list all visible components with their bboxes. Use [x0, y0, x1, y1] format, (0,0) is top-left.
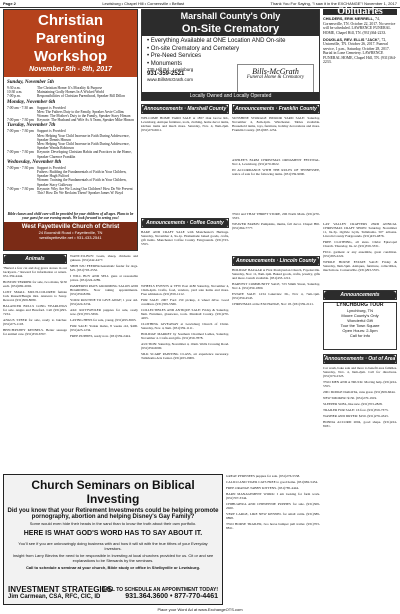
logo-sub: Funeral Home & Crematory: [246, 75, 305, 80]
classified-item: FOR SALE: 2007 Ford 150 pickup, 4 wheel drive. Good condition. (931)359-5566.: [141, 298, 229, 306]
workshop-schedule: [4, 77, 137, 197]
church-name: West Fayetteville Church of Christ: [21, 224, 120, 230]
announcements-header-marshall: [141, 104, 229, 114]
classified-item: BEECH/PUPPY KENNELS. Better sausage for animal care. (931)359-6767.: [3, 328, 67, 336]
lynchburg-title: LYNCHBURG TOUR: [336, 302, 384, 308]
workshop-title-3: Workshop: [33, 48, 108, 65]
classified-item: ASHLEE'S FARM CHRISTMAS ORNAMENT FESTIVAL. Nov 4, Lewisburg. (931)270-0022.: [232, 158, 320, 166]
announcements-header-lynchburg: [323, 290, 397, 300]
session-day: Tuesday, November 7th: [7, 123, 56, 129]
crematory-item: • Pre-Need Services: [147, 53, 202, 59]
obituary-entry: [323, 38, 397, 64]
page-footer: Place your Word Ad at www.ExchangeOTS.com: [157, 607, 243, 612]
session-row: [7, 178, 134, 186]
far-right-column: [323, 366, 397, 606]
session-row: [7, 142, 134, 150]
workshop-dates: November 5th - 8th, 2017: [29, 66, 112, 73]
lynchburg-line: Moore County's Only: [341, 313, 379, 318]
lynchburg-line: Tour the Town Square: [340, 323, 380, 328]
session-text: Keynote: The Husband and Wife As A Team, Speaker Mike Hinson: [37, 118, 134, 123]
announcements-banner: Announcements · Marshall County: [143, 106, 227, 112]
announcement-franklin: SUNSHINE STORAGE INDOOR YARD SALE: Saturday, November 4, 8am-2pm. Winchester. Tables available. Household items, toys, furniture, holiday decorations and more. Franklin County. (931)967-1234.: [232, 116, 320, 132]
session-time: 7:00 pm - 7:30 pm: [7, 129, 34, 134]
paper-towns: Lewisburg • Chapel Hill • Cornersville • Belfast: [102, 1, 185, 6]
session-row: [7, 118, 134, 122]
crematory-title-2: On-Site Crematory: [142, 22, 319, 36]
animals-header: [3, 254, 67, 264]
session-time: 9:30 a.m.: [7, 86, 21, 90]
classified-item: 2001 DODGE DAKOTA, runs great. (931)309-6644.: [323, 390, 396, 394]
investment-company: [8, 585, 112, 600]
announcements-banner: Announcements: [324, 291, 396, 300]
classified-item: CHRISTMAS at the EXCHANGE, Nov 18. (931)359-2121.: [232, 302, 314, 306]
classified-item: AKC ROTTWEILER puppies for sale, ready now. (931)703-5656.: [70, 308, 138, 316]
company-name: INVESTMENT STRATEGIES: [8, 585, 113, 594]
session-text: Support is Provided: [37, 105, 66, 110]
classified-item: BOSTON TERRIER for sale, two males, $150 each. (931)682-2002.: [3, 280, 67, 288]
workshop-note: Bible classes and child care will be provided for your children of all ages. Plans to be your guest for our evening meals. We look forward to seeing you!: [7, 211, 134, 220]
classified-item: BALANCER BULLS LONG YEARLINGS for sale. Angus and Hereford. Call (931)293-7234.: [3, 304, 67, 316]
animals-banner: Animals: [4, 255, 66, 264]
obituary-text: 72, Unionville, TN. October 26, 2017. Funeral service, 1 p.m., Saturday, October 28, 2017. Burial in Lone Cemetery. LAWRENCE FUNERAL HOME, Chapel Hill, TN. (931)364-2233.: [323, 38, 396, 65]
classified-item: FOR SALE: Yorkie males, 8 weeks old, $400. (931)423-1234.: [70, 324, 138, 332]
pets-column: [70, 254, 138, 470]
investment-cta: Call to schedule a seminar at your church, Bible study or office in Shelbyville or Lewisburg.: [25, 565, 201, 570]
workshop-footer: [4, 222, 137, 250]
classified-item: VERY LARGE, LIKE NEW KENNEL for small cattle. (931)389-9898.: [226, 512, 320, 520]
classified-item: WHOLE HOUSE ESTATE SALE: Friday & Saturday, 8am-5pm. Antiques, furniture, collectibles, much more. Cornersville. (931)293-5555.: [323, 260, 397, 272]
classifieds-right-column-2: [232, 212, 320, 252]
advisor-name: Jim Carmean, CSA, RFC, CIC, ID: [8, 594, 101, 600]
session-time: [7, 142, 37, 150]
announcements-banner: Announcements · Out of Area: [324, 356, 396, 362]
session-time: [7, 178, 37, 186]
classified-item: HONDA ACCORD 2004, good shape. (931)224-8181.: [323, 420, 397, 428]
classified-item: CLOTHING GIVEAWAY at Lewisburg Church of Christ. Saturday, Nov. 4, 9am. (931)359-1111.: [141, 322, 229, 330]
church-address: 24 Boonshill Road • Fayetteville, TN: [38, 230, 103, 235]
classified-item: WASHER AND DRYER: $250. (931)276-4343.: [323, 414, 389, 418]
classified-item: SLEEPER SOFA, like new. (931)703-2828.: [323, 402, 383, 406]
crematory-title-1: Marshall County's Only: [142, 10, 319, 22]
announcements-header-franklin: [232, 104, 320, 114]
classified-item: YOUR ROUTINE TO GIVE AWAY; 1 year old. (931)224-3234.: [70, 298, 138, 306]
session-text: Women: Training the Fundamentals of Faith in Your Children, Speaker Stacy Galloway: [37, 178, 127, 187]
session-day: Sunday, November 5th: [7, 80, 54, 85]
crematory-web[interactable]: www.BillsMcGrath.com: [147, 77, 194, 82]
classified-item: TWO MEN AND A TRUCK: Moving help. (931)224-5555.: [323, 380, 397, 388]
investment-subtitle: Did you know that your Retirement Investments could be helping promote pornography, abortion and helping Disney's Gay Family?: [7, 508, 219, 520]
classified-item: HOLIDAY MARKET by Southern Charmed Ladies, Saturday, November 4. Crafts and gifts. (931)359-7878.: [141, 332, 229, 340]
session-row: [7, 150, 134, 158]
session-day: Wednesday, November 8th: [7, 159, 62, 165]
session-time: 7:00 am - 7:30 am: [7, 105, 34, 110]
obituaries-extra: [323, 222, 397, 288]
classified-item: COLLECTIBLES AND ANTIQUE SALE: Friday & Saturday, 8am. Furniture, glassware, tools. Marshall County. (931)270-4455.: [141, 308, 229, 320]
crematory-address: [147, 67, 193, 82]
session-row: [7, 170, 134, 178]
classified-item: ESTATE SALE: 1234 Lakeview Dr., Nov 4, 7am-1pm. (931)359-4545.: [232, 292, 320, 300]
classified-item: WANT-TO-BUY: Goats, sheep, chickens and guineas. (931)242-4477.: [70, 254, 138, 262]
classified-item: LAY VALLEY CRAFTERS 23RD ANNUAL CHRISTMAS CRAFT SHOW: Saturday, November 11, 9a-3p. Ogilvie Gym, Tullahoma. 50+ artisans. Lincoln County Fairgrounds. (931)433-4876.: [323, 222, 397, 238]
workshop-ad: [3, 9, 138, 251]
investment-call: [102, 587, 218, 600]
announcement-text: Car wash, bake sale and more to benefit area families. Saturday, Nov. 4, 9am-2pm. Call for directions. (931)570-2323.: [323, 366, 397, 378]
announcements-banner: Announcements · Coffee County: [142, 219, 228, 228]
investment-title: Church Seminars on Biblical Investing: [31, 478, 195, 506]
session-text: Responsibilities of Christian Parenthood, Speaker Bill Dillon: [37, 94, 125, 99]
classified-item: WEAVER FARMS: Pumpkins, mums, fall decor. Chapel Hill. (931)364-7777.: [232, 222, 320, 230]
session-text: Keynote: Developing Christian Habits and Practices in the Home, Speaker Clarence Franklin: [37, 150, 132, 159]
investment-body-2: You'll see if you are unknowingly doing business with and how it will sit with the true tithes of your Everyday Investors.: [18, 541, 208, 551]
page-number: Page 2: [3, 1, 16, 6]
announcements-banner: Announcements · Franklin County: [233, 105, 319, 114]
crematory-phone: 931-359-2521: [147, 71, 185, 77]
investment-headline: HERE IS WHAT GOD'S WORD HAS TO SAY ABOUT IT.: [23, 530, 203, 537]
classified-item: CALICO AND TIGER CATS FREE to good home. (931)982-5454.: [226, 480, 319, 484]
lynchburg-line: Open Hours: 2-5pm: [342, 328, 378, 333]
classified-item: WHEELS EVENTS at VFW Post 4180 Saturday, November 4, 10am-4pm. Crafts, food, vendors, yard sale items and more. Free admission. (931)359-1212.: [141, 284, 229, 296]
session-row: [7, 94, 134, 98]
announcement-text: HOLIDAY BAZAAR at First Presbyterian Church, Fayetteville. Saturday, Nov. 11, 8am-1pm. Baked goods, crafts, jewelry, gifts and more. Lunch available. (931)433-1212.: [232, 268, 320, 280]
obituaries-title: Obituaries: [323, 9, 397, 15]
crematory-bottom: Locally Owned and Locally Operated: [142, 92, 319, 100]
classified-item: SHIH TZU FEEDER/Automatic feeder for dogs. $25. (931)703-2552.: [70, 264, 138, 272]
session-day: Monday, November 6th: [7, 99, 56, 105]
session-text: Support is Provided: [37, 165, 66, 170]
classifieds-mid-column: [141, 284, 229, 470]
classified-item: TWO HORSE TRAILER, two horse bumper pull trailer. (931)703-8811.: [226, 522, 320, 530]
investment-promo: Insight from Larry Blevins the need to be responsible in Investing at local churches provided for us. Cit or and see explanations to be Stewards by the seminars.: [12, 553, 214, 563]
session-text: Keynote: Why Are We Losing Our Children? How Do We Prevent This? How Do We Reclaim Them? Speaker James W. Boyd: [37, 186, 133, 196]
workshop-title-1: Christian: [37, 12, 103, 29]
crematory-item: • Monuments: [147, 60, 183, 67]
classified-item: GREAT PYRENEES puppies for sale. (931)276-5558.: [226, 474, 301, 478]
announcements-header-out-of-area: [323, 354, 397, 364]
session-text: The Christian Home: It's Morality & Purpose: [37, 86, 103, 90]
crematory-street: 735 Hill Rd., Lewisburg: [147, 67, 194, 72]
classified-item: I WILL BUY AND SELL guns at reasonable prices. (931)224-2289.: [70, 274, 138, 282]
obituary-list: [323, 17, 397, 64]
classified-item: LAYING HENS for sale, young. (931)293-6565.: [70, 318, 137, 322]
lynchburg-line: Lynchburg, TN: [346, 308, 373, 313]
classified-item: HARVEST COMMUNITY SALE, 723 Smith Street, Saturday, Nov 4. (931)359-1800.: [232, 282, 320, 290]
session-row: [7, 134, 134, 142]
announcements-header-coffee: [141, 218, 229, 228]
session-text: Men: Helping Your Child Increase in Faith During Adolescence, Speaker Wanda Robinson: [37, 142, 130, 151]
classified-item: CHIHUAHUA AND CHIWEENIE PUPPIES for sale. (931)309-2020.: [226, 502, 320, 510]
session-text: Men: Helping Your Child Increase in Faith During Adolescence, Speaker Dennis Hinson: [37, 133, 130, 142]
classified-item: IN ACCORDANCE WITH THE RULES OF TENNESSEE, notice of sale for the following items. (931)359-9000.: [232, 168, 320, 176]
session-time: [7, 134, 37, 142]
announcement-coffee: BAKE AND CRAFT SALE with Manchester's Heritage. Saturday, November 4, 9a-1p. Homemade baked goods, crafts, gift items. Manchester Coffee County Fairgrounds. (931)723-5555.: [141, 230, 229, 246]
classified-item: AUCTION: Saturday, November 4, 10am. Wells Crossing Road. (931)359-6000.: [141, 342, 229, 350]
session-time: 7:00 pm - 7:30 pm: [7, 165, 34, 170]
investment-ad: [3, 474, 223, 605]
logo-name: Bills-McGrath: [252, 67, 299, 76]
announcements-header-lincoln: [232, 256, 320, 266]
lynchburg-ad: [323, 302, 397, 350]
obituary-name: CHILDERS, ERIK MERRELL,: [323, 17, 376, 22]
classified-item: "Buried a few cat and dog grave stones in our backyard..." Reward for information or return. 931-359-4444.: [3, 266, 67, 278]
session-time: 7:00 p.m.: [7, 94, 21, 99]
classified-item: PAMPERED PAWS GROOMING SALON AND BOARDING. Now taking appointments. (931)359-8282.: [70, 284, 138, 296]
funeral-home-logo: [237, 64, 314, 94]
classified-item: LOST SMALL MULTI-COLORED female Jack Russell/Beagle mix. Answers to Sassy. Reward. (931)309-8080.: [3, 290, 67, 302]
header-tagline: Thank You For Saying, "I saw it in the EXCHANGE"! November 1, 2017: [270, 1, 397, 6]
obituaries: [323, 6, 397, 219]
obituary-text: 74, Cornersville, TN. October 22, 2017. No service will be scheduled. LAWRENCE FUNERAL HOME, Chapel Hill, TN. (931)364-2233.: [323, 17, 396, 35]
workshop-title-block: [4, 10, 137, 77]
session-text: Fathers: Building the Fundamentals of Faith in Your Children, Speaker Hugh Fulford: [37, 170, 127, 179]
obituary-name: DOUGLAS, REV. ELLIS "JACK",: [323, 38, 382, 43]
classified-item: TRAILER FOR SALE: 16 foot. (931)359-7373.: [323, 408, 389, 412]
crematory-item: • On-site Crematory and Cemetery: [147, 45, 240, 52]
classified-item: FULL garment or any ensemble, great condition. (931)393-2222.: [323, 250, 397, 258]
classifieds-right-column: [232, 158, 320, 208]
classified-item: FREE CLOTHING, all sizes. Christ Episcopal Church. Thursday, 9a-12. (931)359-3331.: [323, 240, 397, 248]
crematory-item: • Everything Available at ONE Location AND On-site: [147, 38, 286, 44]
classified-item: FREE ORANGE TABBY KITTENS. (931)785-4444.: [226, 486, 299, 490]
session-time: 7:00 pm - 7:30 pm: [7, 186, 34, 191]
session-text: Women: The Mother's Duty to the Family, Speaker Stacy Hinson: [37, 114, 131, 119]
session-row: [7, 187, 134, 195]
obituary-entry: [323, 17, 397, 35]
announcements-banner: Announcements · Lincoln County: [233, 257, 319, 266]
session-text: Men: The Fathers Duty to the Family, Speaker Arvie Collins: [37, 109, 124, 114]
classified-item: FREE PUPPIES, ready now. (931)359-2424.: [70, 334, 131, 338]
session-time: [7, 170, 37, 178]
session-time: 7:00 pm - 7:30 pm: [7, 118, 34, 123]
session-text: Maintaining Godly Homes In A Wicked World: [37, 90, 105, 95]
crematory-ad: [141, 9, 320, 101]
lynchburg-line: Wonderful Gift: [347, 318, 373, 323]
workshop-title-2: Parenting: [35, 30, 106, 47]
classified-item: BARN MANAGEMENT WORK: I am looking for farm work. (931)707-3344.: [226, 492, 320, 500]
church-web: westfayetteville.net • 931-433-2541: [39, 235, 102, 240]
lower-mid-column: [226, 474, 320, 604]
announcement-lincoln: [232, 268, 320, 468]
investment-body: Some would even hide their heads in the sand than to know the truth about their own portfolio.: [29, 521, 197, 526]
announcement-marshall: WELCOME HOME YARD SALE at 1857 Oak Grove Rd., Lewisburg. Antique furniture, tools, clothing, home decor items, kitchen items and much more. Saturday, Nov. 4, 8am-2pm. (931)270-6611.: [141, 116, 229, 132]
investment-phone[interactable]: 931.364.3600 • 877-770-4461: [125, 593, 218, 600]
session-time: 10:30 a.m.: [7, 90, 23, 95]
classified-item: SILK SCARF PAINTING CLASS, art experience necessary. Tullahoma Arts Center. (931)455-0909.: [141, 352, 229, 360]
classified-item: TWO and THAT THRIFT STORE, 206 North Main. (931)270-3333.: [232, 212, 320, 220]
lynchburg-line: Call for info: [349, 333, 371, 338]
call-label: CALL TO SCHEDULE AN APPOINTMENT TODAY!: [101, 587, 218, 593]
session-time: 7:00 pm - 7:30 pm: [7, 150, 34, 155]
session-text: Support is Provided: [37, 129, 66, 134]
classified-item: ANGUS STEER for sale, ready to butcher. (931)273-1118.: [3, 318, 67, 326]
classified-item: NEW SMOKER: $150. (931)270-1919.: [323, 396, 378, 400]
animals-column: [3, 266, 67, 470]
